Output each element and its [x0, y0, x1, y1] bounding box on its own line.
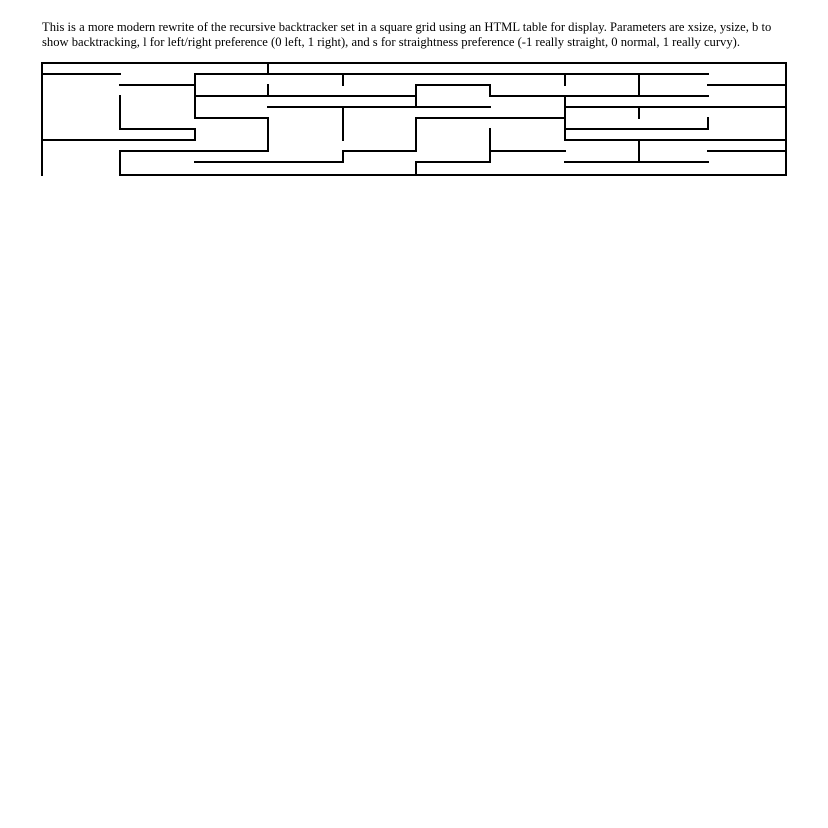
intro-paragraph: This is a more modern rewrite of the recursive backtracker set in a square grid using an HTML table for display. Parameters are xsize, ysize, b to show backtracking, l for left/right preference (0 left, 1 right), and s for straightness preference (-1 really straight, 0 normal, 1 really curvy). — [42, 20, 772, 49]
maze-grid — [41, 61, 789, 177]
